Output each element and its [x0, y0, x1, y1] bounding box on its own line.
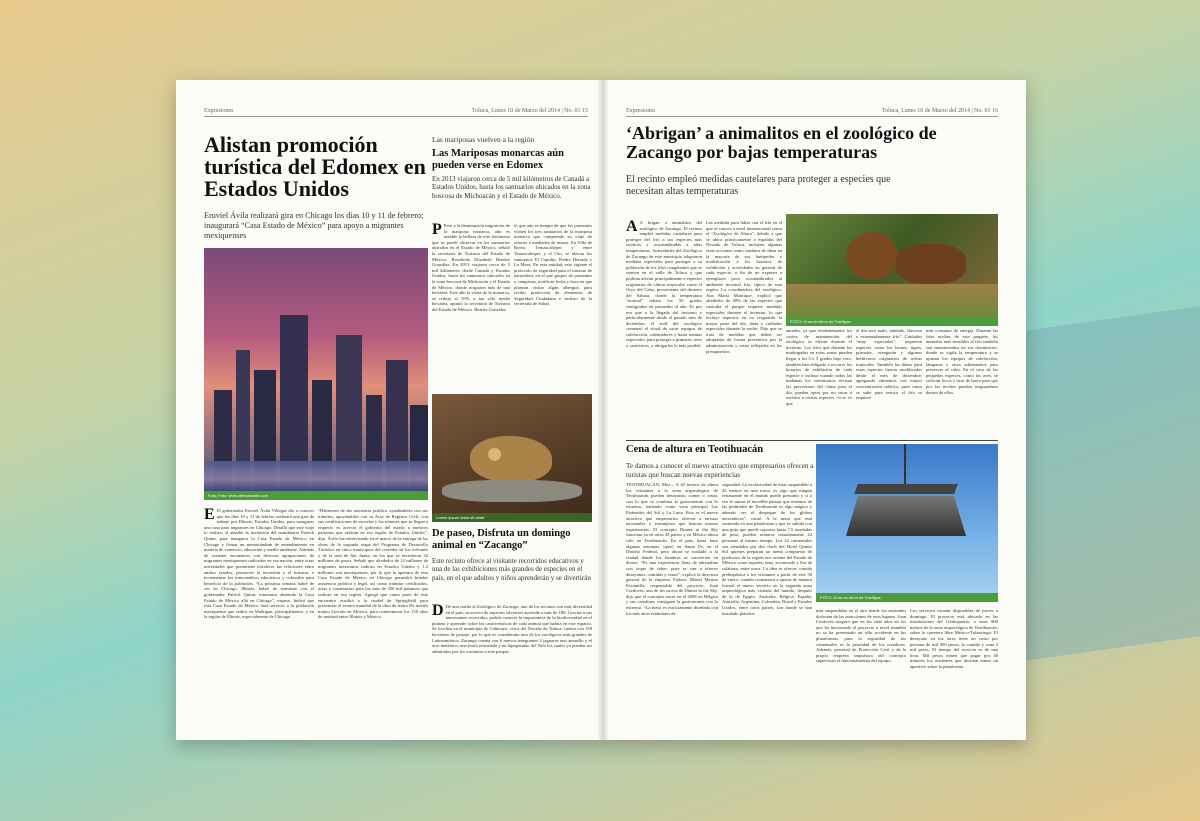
article-headline: De paseo, Disfruta un domingo animal en “Zacango” [432, 528, 571, 551]
article-deck: El recinto empleó medidas cautelares para proteger a especies que necesitan altas temperaturas [626, 174, 891, 197]
dinner-in-the-sky-photo [816, 444, 998, 602]
section-divider [626, 440, 998, 441]
article-body-column: “Habremos de dar asistencia jurídica, ayudándoles con sus trámites, apoyándoles con su Acta de Registro Civil, con sus certificaciones de escuelas y los trámites que se llegan a requerir, es acercar el gobierno del estado a nuestros paisanos que radican en esa región de Estados Unidos”, dijo. Ávila fue entrevistado en el marco de la entrega de las obras de la segunda etapa del Programa de Desarrollo Turístico en cinco municipios del corredor de los volcanes y de la ruta de Sor Juana, en los que se invirtieron 32 millones de pesos. Señaló que alrededor de 12 millones de migrantes mexicanos radican en Estados Unidos y 1.2 millones son mexiquenses, por lo que la apertura de esta Casa Estado de México en Chicago permitirá brindar asistencia jurídica y legal, así como tramitar certificados, actas y constancias para los más de 350 mil paisanos que radican en esa región. Agregó que como parte de este encuentro acudirá a la ciudad de Springfield para presenciar el evento mundial de la obra de teatro De interés mutuo Lincoln en Mexico, para conmemorar los 150 años de amistad entre Illinois y México. [318, 508, 428, 620]
running-head [626, 108, 998, 117]
article-body-column: anuales, ya que evidentemente los costos de manutención del zoológico se elevan durante el invierno. Los fríos que durante las madrugadas en estas zonas pueden llegar a los 3 o 5 grados bajo cero, también han obligado a recorrer los horarios de exhibición de cada especie e incluso cuando todas las mañanas los veterinarios revisan las previsiones del clima para el día, pueden optar por no sacar a exterior a ciertas especies “si se ve que [786, 328, 852, 406]
section-name: Expresiones [626, 108, 656, 114]
photo-credit: Lorem ipsum dolor sit amet [432, 513, 592, 522]
article-body-column: A A brigan a animalitos del zoológico de Zacango. El recinto empleó medidas cautelares para proteger del frío a sus especies más exóticas y acostumbradas a altas temperaturas. Autoridades del Zoológico de Zacango de este municipio adoptaron medidas especiales para proteger a su población de los fríos congelantes que se sienten en el valle de Toluca y que podrían afectar principalmente a especies originarias de climas tropicales como el Oryx del Cabo, proveniente del desierto del Sahara, donde la temperatura “normal” rebasa los 50 grados centígrados en promedio al año. Es por eso que a la llegada del invierno y particularmente desde el pasado mes de diciembre, el staff del zoológico comenzó el ritual de sacar equipos de calefacción, calentadores y hasta mantas especiales, para proteger a primates, aves y carnívoros, y abrigarlos lo más posible. [626, 220, 702, 349]
article-body-column: el día será malo, nublado, lluvioso o extremadamente frío”. Cuidados “muy especiales”, requieren especies como los leones, tigres, primates, orangután y algunos herbívoros originarios de selvas tropicales. También las dietas para estas especies fueron modificadas desde el mes de diciembre, agregando alimentos con mayor concentración calórico, pues como se sabe para resistir el frío se requiere [856, 328, 922, 401]
right-page [608, 80, 1026, 740]
article-deck: En 2013 viajaron cerca de 5 mil kilómetros de Canadá a Estados Unidos, hasta los santuarios ubicados en la zona boscosa de Michoacán y el Estado de México. [432, 175, 591, 200]
article-deck: Este recinto ofrece al visitante recorridos educativos y una de las exhibiciones más grandes de especies en el país, en el que adultos y niños aprenderán y se divertirán [432, 557, 591, 582]
article-body-column: P Pese a la disminución migratoria de la mariposa monarca, aún es notable la belleza de este fenómeno que se puede observar en los santuarios ubicados en el Estado de México, señaló la secretaria de Turismo del Estado de México, Rosalinda Elizabeth Benítez González. En 2013 viajaron cerca de 5 mil kilómetros desde Canadá y Estados Unidos, hasta los santuarios ubicados en la zona boscosa de Michoacán y el Estado de México, donde ocuparon más de una hectárea. Este año la visita de la monarca, se redujo al 50% a tan sólo media hectárea, apuntó la secretaria de Turismo del Estado de México. Beatriz González [432, 223, 510, 312]
article-body-column: seguridad. La exclusividad de estar suspendido a 45 metros en una mesa, es algo que ningún restaurante en el mundo puede presumir y si a eso le sumas el increíble paisaje que tenemos de las pirámides de Teotihuacán es algo mágico y además ver el despegue de los globos aerostáticos”, contó. A la mesa que está sostenida en una plataforma y que es subida con una grúa que puede soportar hasta 7.5 toneladas de peso, pueden sentarse cómodamente 22 personas al mismo tiempo. Los 22 comensales son atendidos por dos chefs del Hotel Quinto Sol quienes preparan un menú compuesto de productos de la región nor oriente del Estado de México como nopales, tuna, xoconostle y flor de calabaza, entre otros. La idea es ofrecer comida prehispánica a los visitantes a partir de este 30 de enero; cuando comenzará a operar de manera formal el nuevo servicio en la segunda zona arqueológica más visitada del mundo, después de la de Egipto. Australia, Bélgica, España, Australia, Argentina, Colombia, Brasil y Estados Unidos, entre otros países, son donde se han instalado platafor- [722, 482, 812, 616]
page-number: 16 [992, 108, 998, 114]
section-name: Expresiones [204, 108, 234, 114]
photo-credit: Foto: Foto: www.chiesauchto.com [204, 491, 428, 500]
article-body-column: D Dé una vuelta al Zoológico de Zacango, uno de los recintos con más diversidad en el país, su acervo de especies silvestres asciende a más de 180. Gracias a sus interesantes recorridos, podrás conocer la importancia de la biodiversidad en el planeta y aprender sobre las características de cada animal que habita en este espacio. Se localiza en el municipio de Calimaya, cerca del Nevado de Toluca; cuenta con 159 hectáreas de paisaje, por lo que es considerado uno de los zoológicos más grandes de Latinoamérica. Zacango cuenta con 6 nuevos integrantes 2 jaguares uno amarillo y el otro melánico; una jirafa reticulada y un hipopótamo del Nilo los cuales ya pueden ser admirados por los visitantes a este parque. [432, 604, 592, 654]
primate-blanket-photo [786, 214, 998, 326]
article-body-column: tó que aún es tiempo de que los paseantes visiten los tres santuarios de la mariposa monarca que comprende su viaje de retorno a mediados de marzo. En Villa de Bravo, Temascaltepec y entre Temascaltepec y el Oro, se ubican los santuarios El Capulín, Piedra Herrada y La Mesa. En esta entidad, esta vigente el protocolo de seguridad para el turismo de naturaleza, en el que grupos de paseantes y campistas, notifican fecha y hora en que planean visitar algún albergue, para recibir protección de elementos de Seguridad Ciudadana e incluso de la secretaría de Salud. [514, 223, 592, 307]
article-body-column: E El gobernador Eruviel Ávila Villegas dio a conocer que los días 10 y 11 de febrero realizará una gira de trabajo por Illinois, Estados Unidos, para inaugurar una casa para migrantes en Chicago. Detalló que este viaje lo realiza, al atender la invitación del mandatario Patrick Quinn, para inaugurar la Casa Estado de México en Chicago y firmar un memorándum de entendimiento en materia de comercio, educación y medio ambiente. Además de sostener encuentros con diversas agrupaciones de migrantes mexiquenses radicados en esa nación, entre otras actividades que permitirán fortalecer las relaciones entre ambos estados, promover la inversión y el turismo, e incrementar los intercambios educativos y culturales para beneficio de la población. “La próxima semana habré de ver en Chicago, Illinois, habré de reunirme con el gobernador Patrick Quinn, estaremos abriendo la Casa Estado de México allá en Chicago”, expuso. Indicó que esta Casa Estado de México dará servicio a la población mexiquense que radica en Waikigan, principalmente, y en la región de Illinois, especialmente de Chicago. [204, 508, 314, 620]
page-number: 15 [582, 108, 588, 114]
article-body-column: más consumo de energía. Durante las frías noches de este paquete, los animales más sensibles al frío también son monitoreados en sus dormitorios, donde se vigila la temperatura y se ajustan los equipos de calefacción, lámparas y otros aditamentos para preservar el calor. En el caso de las pequeñas especies, como las aves, se colocan focos y tiras de barro para que por las noches puedan resguardarse dentro de ellos. [926, 328, 998, 395]
date-line: Toluca, Lunes 10 de Marzo del 2014 | No. 01 [881, 108, 991, 114]
left-page [176, 80, 598, 740]
article-headline: Las Mariposas monarcas aún pueden verse en Edomex [432, 148, 564, 171]
article-kicker: Las mariposas vuelven a la región [432, 135, 535, 144]
article-headline: Alistan promoción turística del Edomex en Estados Unidos [204, 132, 426, 201]
article-body-column: mas suspendidas en el aire donde los asistentes disfrutan de las atracciones de esos lugares. Juan Cordovés aseguró que en los siete años en los que ha funcionado el proyecto a nivel mundial no se ha presentado un sólo accidente en las plataformas, pues la seguridad de los comensales es la prioridad de los creadores. Además, personal de Protección Civil y de la propia empresa impulsora del concepto supervisan el funcionamiento del equipo. [816, 608, 906, 664]
article-deck: Te damos a conocer el nuevo atractivo que empresarios ofrecen a turistas que buscan nuevas experiencias [626, 462, 814, 479]
article-deck: Eruviel Ávila realizará gira en Chicago los días 10 y 11 de febrero; inaugurará “Casa Estado de México” para apoyo a migrantes mexiquenses [204, 211, 424, 240]
jaguar-photo [432, 394, 592, 522]
article-body-column: Los servicios estarán disponibles de jueves a domingo. El proyecto está ubicado en las instalaciones del Globopuerto, a unos 800 metros de la zona arqueológica de Teotihuacán, sobre la carretera libre México-Tulancingo. El desayuno en los aires tiene un costo por persona de mil 300 pesos; la comida y cena 2 mil pesos. El tiempo del servicio es de una hora. Mil pesos tienen que pagar por 40 minutos los asistentes que decidan tomar un aperitivo sobre la plataforma. [910, 608, 998, 669]
article-headline: Cena de altura en Teotihuacán [626, 444, 764, 455]
chicago-skyline-photo [204, 248, 428, 500]
photo-credit: FOTO: Grua do Airon de Tolelliyse [786, 317, 998, 326]
article-headline: ‘Abrigan’ a animalitos en el zoológico de Zacango por bajas temperaturas [626, 123, 937, 162]
article-body-column: TEOTIHUACÁN, Méx.– A 45 metros de altura los visitantes a la zona arqueológica de Teotihuacán pueden desayunar, comer o cenar, con lo que se combina la gastronomía con lo extremo, teniendo como vista principal Las Pirámides del Sol y La Luna. Este es el nuevo atractivo que empresarios ofrecen a turistas nacionales y extranjeros que buscan nuevas experiencias. El concepto Dinner in the Sky funciona ya en otros 45 países y en México ahora sólo en Teotihuacán. En el país, hasta hace algunas semanas, operó en Santa Fe, en el Distrito Federal, pero ahora se trasladó a la ciudad donde los hombres se convierten en dioses. “Es una experiencia llena de adrenalina con toque de sabor, pues se van a ofrecer desayunos, comidas y cenas”, explicó la directora general de la empresa Violare, Mariel Merino Escamilla, responsable del proyecto. Juan Cordovés, uno de los socios de Dinner in the Sky, dijo que el concepto nació en el 2006 en Bélgica y sus creadores consiguen la gastronomía con lo extremo. “La mesa es estrictamente diseñada con los más altos estándares de [626, 482, 718, 616]
newspaper-spread [176, 80, 1026, 740]
page-gutter [598, 80, 608, 740]
photo-credit: FOTO: Grua do Airon de Tolelliyse [816, 593, 998, 602]
date-line: Toluca, Lunes 10 de Marzo del 2014 | No. 01 [471, 108, 581, 114]
article-body-column: Las medidas para lidiar con el frío en el que se conoce a nivel internacional como el “Zoológico de Altura”, debido a que se ubica prácticamente a espaldas del Nevado de Toluca, incluyen algunas otras acciones como cambios de dieta en la mayoría de sus huéspedes y modificación a los horarios de exhibición y actividades en general de cada especie, a fin de no exponer a ejemplares poco acostumbrados al ambiente invernal frío, típico de esta región. La coordinadora del zoológico, Ana María Manrique, explicó que alrededor de 40% de las especies que custodia el parque requiere medidas especiales durante el invierno, lo que incluye aspectos en su resguardo la mayor parte del día, dieta y cuidados especiales durante la noche. Dijo que se trata de medidas que deben ser adoptadas de forma preventiva por la administración y están reflejadas en los presupuestos [706, 220, 782, 354]
running-head [204, 108, 588, 117]
